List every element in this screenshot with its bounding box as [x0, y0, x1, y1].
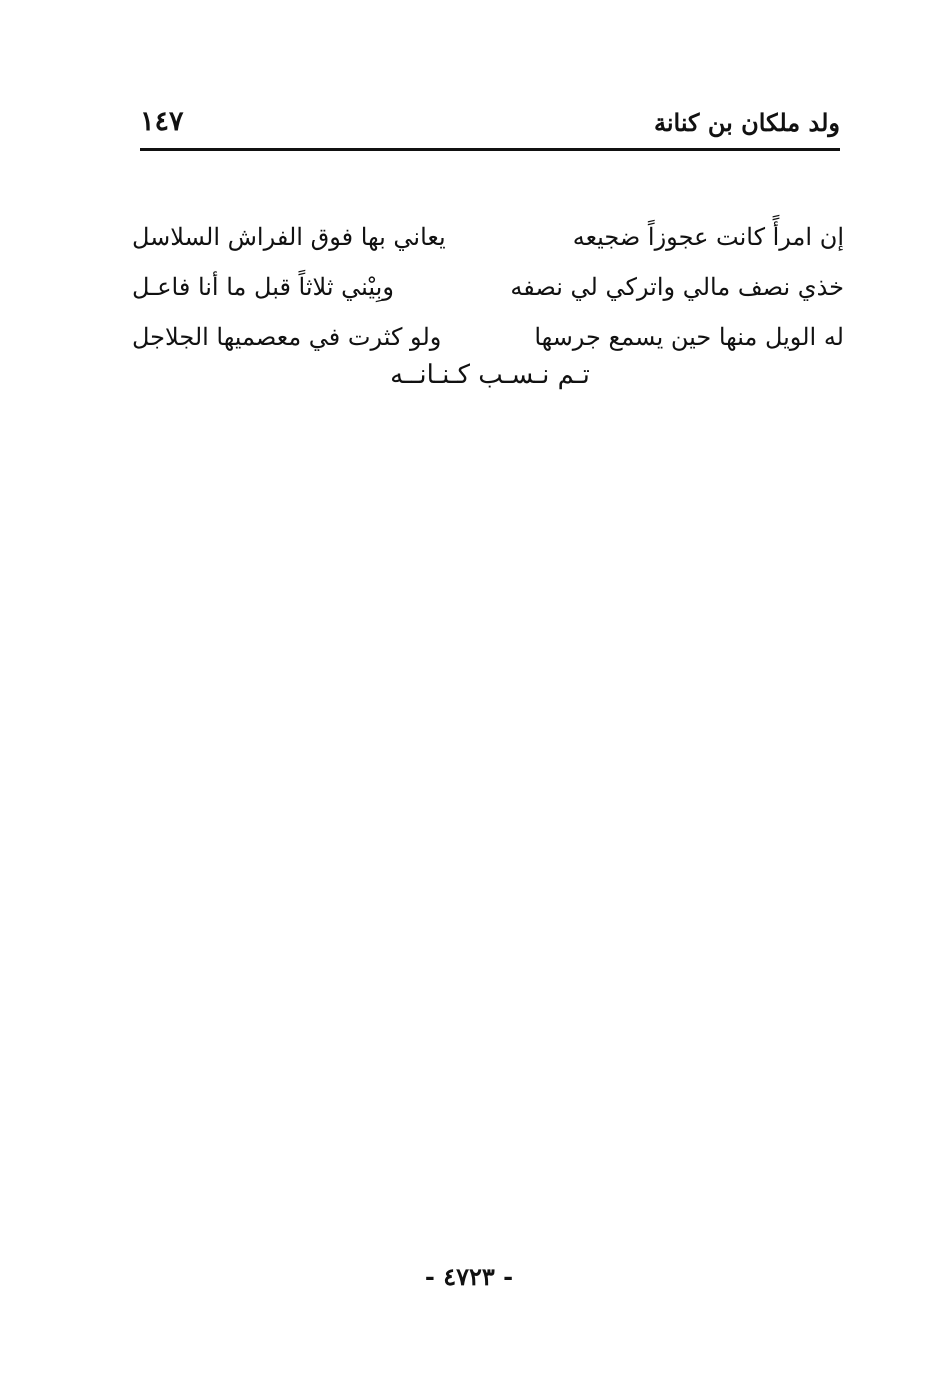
verse-1-second-hemistich: يعاني بها فوق الفراش السلاسل [132, 223, 446, 251]
verse-2 [132, 264, 844, 314]
running-title: ولد ملكان بن كنانة [653, 108, 840, 137]
verse-3 [132, 314, 844, 364]
header-rule [140, 148, 840, 151]
verse-3-first-hemistich: له الويل منها حين يسمع جرسها [534, 323, 844, 351]
footer-page-number: - ٤٧٢٣ - [424, 1262, 514, 1291]
verse-1-first-hemistich: إن امرأً كانت عجوزاً ضجيعه [572, 223, 844, 251]
verse-2-second-hemistich: وبِيْني ثلاثاً قبل ما أنا فاعـل [132, 273, 394, 301]
verse-3-second-hemistich: ولو كثرت في معصميها الجلاجل [132, 323, 442, 351]
poem [132, 214, 844, 364]
verse-1 [132, 214, 844, 264]
verse-2-first-hemistich: خذي نصف مالي واتركي لي نصفه [510, 273, 844, 301]
header-page-number: ١٤٧ [140, 106, 184, 137]
page-header [140, 104, 840, 146]
closing-line: تـم نـسـب كـنـانــه [390, 360, 590, 390]
